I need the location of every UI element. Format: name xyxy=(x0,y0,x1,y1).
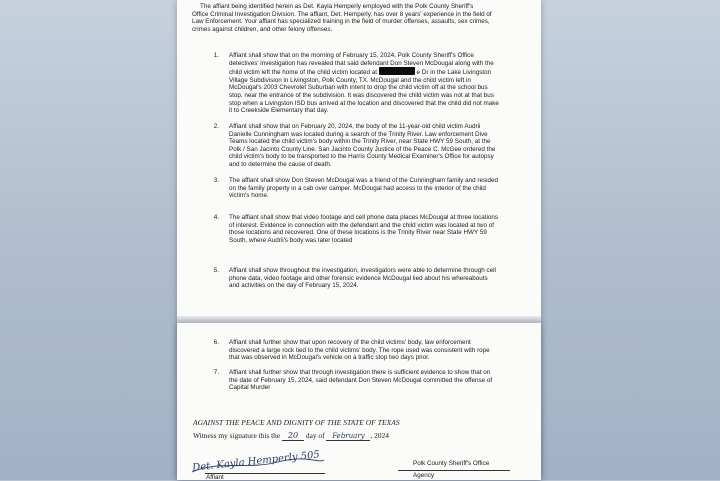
witness-day: 20 xyxy=(287,431,299,440)
item-number: 1. xyxy=(213,52,219,59)
item-line: Polk / San Jacinto County Line. San Jacinto County Justice of the Peace C. McGee ordered the xyxy=(229,145,496,153)
intro-paragraph xyxy=(192,3,527,33)
item-line: Danielle Cunningham was located during a search of the Trinity River. Law enforcement Dive xyxy=(229,130,488,138)
item-line: Affiant shall show throughout the investigation, investigators were able to determine through cell xyxy=(229,267,496,274)
intro-line: The affiant being identified herein as Det. Kayla Hemperly employed with the Polk County Sheriff's xyxy=(200,3,474,10)
peace-and-dignity-clause: AGAINST THE PEACE AND DIGNITY OF THE STATE OF TEXAS xyxy=(193,418,400,427)
witness-prefix: Witness my signature this the xyxy=(193,431,281,440)
item-line: stop when a Livingston ISD bus arrived at the location and discovered that the child did not make xyxy=(229,99,499,107)
witness-mid: day of xyxy=(305,431,325,440)
item-line: it to Creekside Elementary that day. xyxy=(229,107,329,115)
agency-line xyxy=(398,470,510,471)
item-line: stop, near the entrance of the subdivision. It was discovered the child victim was not at that bus xyxy=(229,91,494,99)
intro-line: Office Criminal Investigation Division. The affiant, Det. Hemperly, has over 8 years' experience in the field of xyxy=(192,10,492,18)
item-line: of interest. Evidence in connection with the defendant and the child victim was located at two of xyxy=(229,221,494,229)
item-number: 6. xyxy=(213,339,219,346)
redaction-bar xyxy=(379,67,415,75)
item-number: 3. xyxy=(213,177,219,184)
item-line: victim's home. xyxy=(229,192,269,200)
intro-line: Law Enforcement. Your affiant has specialized training in the field of murder offenses, assaults, sex crimes, xyxy=(192,18,490,26)
affiant-label: Affiant xyxy=(206,474,224,481)
item-line: Affiant shall show that on the morning of February 15, 2024, Polk County Sheriff's Office xyxy=(229,52,474,59)
intro-line: crimes against children, and other felony offenses. xyxy=(192,25,333,33)
item-line: Affiant shall show that on February 20, 2024, the body of the 11-year-old child victim Audrii xyxy=(229,123,481,130)
witness-line xyxy=(193,431,493,441)
agency-label: Agency xyxy=(413,472,435,479)
item-line: South, where Audrii's body was later located xyxy=(229,236,353,244)
witness-month-field xyxy=(326,431,370,441)
item-line: Affiant shall further show that upon recovery of the child victims' body, law enforcement xyxy=(229,339,471,346)
witness-day-field xyxy=(282,431,304,441)
witness-month: February xyxy=(332,432,365,440)
item-line: discovered a large rock tied to the child victims' body. The rope used was consistent with rope xyxy=(229,346,490,354)
item-number: 2. xyxy=(213,123,219,130)
item-line: that was observed in McDougal's vehicle on a traffic stop two days prior. xyxy=(229,354,430,362)
item-line: phone data, video footage and other forensic evidence McDougal lied about his whereabouts xyxy=(229,274,488,282)
item-line: detectives' investigation has revealed that said defendant Don Steven McDougal along with the xyxy=(229,59,494,67)
item-line: and activities on the day of February 15, 2024. xyxy=(229,282,359,290)
witness-year: , 2024 xyxy=(370,431,389,440)
item-line-redacted: child victim left the home of the child victim located at e Dr in the Lake Livingston xyxy=(229,69,492,77)
affiant-signature: Det. Kayla Hemperly 505 xyxy=(191,449,321,474)
item-line: The affiant shall show Don Steven McDougal was a friend of the Cunningham family and resided xyxy=(229,177,499,184)
item-line: McDougal's 2003 Chevrolet Suburban with intent to drop the child victim off at the school bus xyxy=(229,84,488,92)
item-number: 5. xyxy=(213,267,219,274)
item-line: The affiant shall show that video footage and cell phone data places McDougal at three locations xyxy=(229,214,499,221)
item-line: Teams located the child victim's body within the Trinity River, near State HWY 59 South, at the xyxy=(229,138,491,146)
item-line: those locations and recovered. One of these locations is the Trinity River near State HWY 59 xyxy=(229,229,487,237)
item-line: Capital Murder xyxy=(229,384,271,392)
item-line: child victim's body to be transported to the Harris County Medical Examiner's Office for autopsy xyxy=(229,153,494,161)
item-number: 4. xyxy=(213,214,219,221)
item-line: and to determine the cause of death. xyxy=(229,160,332,168)
item-line: on the family property in a cab over camper. McDougal had access to the interior of the child xyxy=(229,184,486,192)
item-line: Village Subdivision in Livingston, Polk County, TX. McDougal and the child victim left in xyxy=(229,76,471,84)
item-line: Affiant shall further show that through investigation there is sufficient evidence to show that on xyxy=(229,369,491,376)
item-line: the date of February 15, 2024, said defendant Don Steven McDougal committed the offense of xyxy=(229,376,493,384)
agency-name: Polk County Sheriff's Office xyxy=(413,460,490,467)
item-number: 7. xyxy=(213,369,219,376)
